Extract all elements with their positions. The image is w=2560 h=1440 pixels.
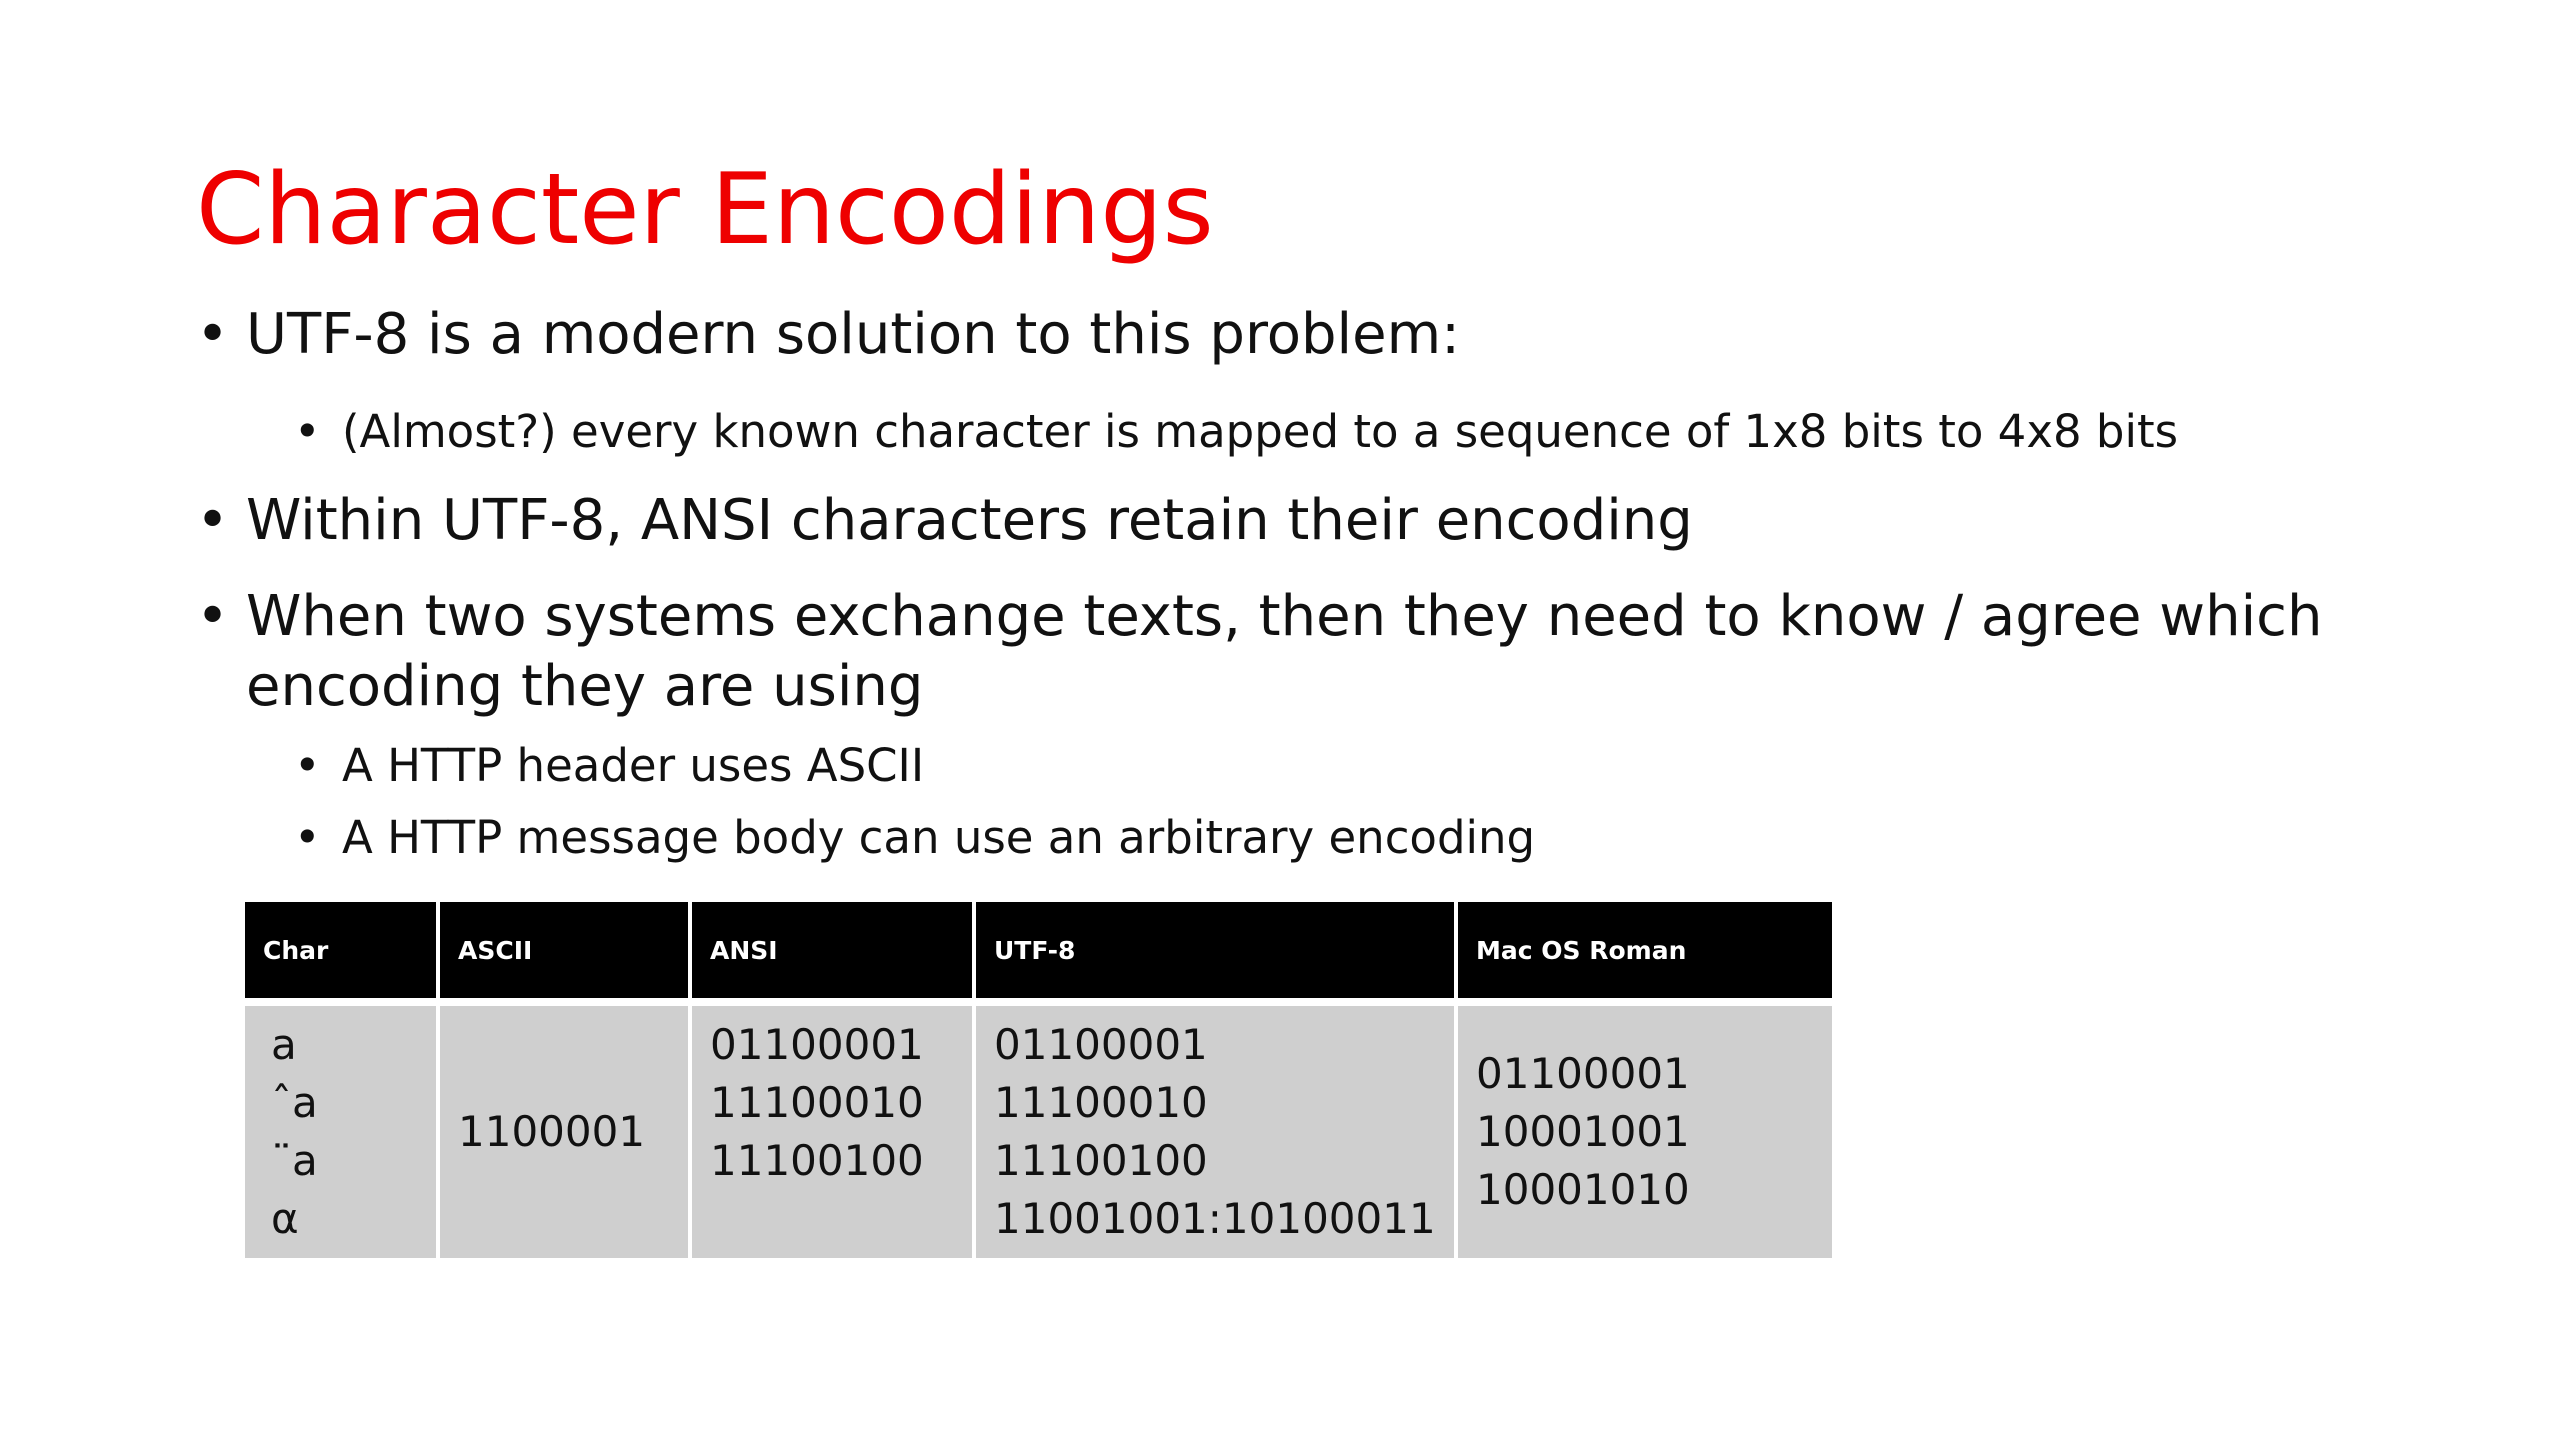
cell-line: 11100010	[994, 1078, 1208, 1127]
bullet-dot: •	[196, 488, 230, 553]
sub-bullet-text: (Almost?) every known character is mapped to a sequence of 1x8 bits to 4x8 bits	[342, 405, 2179, 458]
bullet-dot: •	[294, 811, 321, 864]
cell-line: 11001001:10100011	[994, 1194, 1436, 1243]
sub-bullet-list	[196, 396, 2456, 468]
bullet-item	[196, 582, 2456, 722]
cell-line: a	[271, 1020, 297, 1069]
cell-line: 10001010	[1476, 1165, 1690, 1214]
column-header-ascii: ASCII	[438, 902, 690, 1002]
table-header-row	[245, 902, 1832, 1002]
cell-line: ¨a	[271, 1136, 318, 1185]
cell-line: 1100001	[458, 1107, 646, 1156]
bullet-text: UTF-8 is a modern solution to this problem:	[246, 302, 1460, 367]
slide-title: Character Encodings	[196, 153, 1214, 267]
sub-bullet-list	[196, 730, 2456, 874]
sub-bullet-item	[196, 730, 2456, 802]
column-header-mac-os-roman: Mac OS Roman	[1456, 902, 1832, 1002]
cell-line: α	[271, 1194, 299, 1243]
cell-char	[245, 1002, 438, 1258]
bullet-text: When two systems exchange texts, then they need to know / agree which encoding they are using	[246, 584, 2323, 719]
bullet-text: Within UTF-8, ANSI characters retain their encoding	[246, 488, 1693, 553]
bullet-list	[196, 300, 2456, 892]
cell-line: ˆa	[271, 1078, 318, 1127]
encoding-table	[245, 902, 1832, 1258]
cell-line: 11100100	[994, 1136, 1208, 1185]
cell-mac-os-roman	[1456, 1002, 1832, 1258]
bullet-dot: •	[196, 302, 230, 367]
sub-bullet-item	[196, 396, 2456, 468]
cell-line: 01100001	[994, 1020, 1208, 1069]
column-header-utf8: UTF-8	[974, 902, 1456, 1002]
sub-bullet-text: A HTTP message body can use an arbitrary encoding	[342, 811, 1536, 864]
cell-utf8	[974, 1002, 1456, 1258]
bullet-item	[196, 486, 2456, 556]
cell-line: 10001001	[1476, 1107, 1690, 1156]
bullet-item	[196, 300, 2456, 370]
bullet-dot: •	[196, 584, 230, 649]
table-row	[245, 1002, 1832, 1258]
bullet-dot: •	[294, 405, 321, 458]
cell-line: 11100100	[710, 1136, 924, 1185]
column-header-char: Char	[245, 902, 438, 1002]
sub-bullet-item	[196, 802, 2456, 874]
cell-ascii	[438, 1002, 690, 1258]
cell-line: 01100001	[710, 1020, 924, 1069]
cell-line: 11100010	[710, 1078, 924, 1127]
sub-bullet-text: A HTTP header uses ASCII	[342, 739, 925, 792]
bullet-dot: •	[294, 739, 321, 792]
cell-ansi	[690, 1002, 974, 1258]
column-header-ansi: ANSI	[690, 902, 974, 1002]
cell-line: 01100001	[1476, 1049, 1690, 1098]
